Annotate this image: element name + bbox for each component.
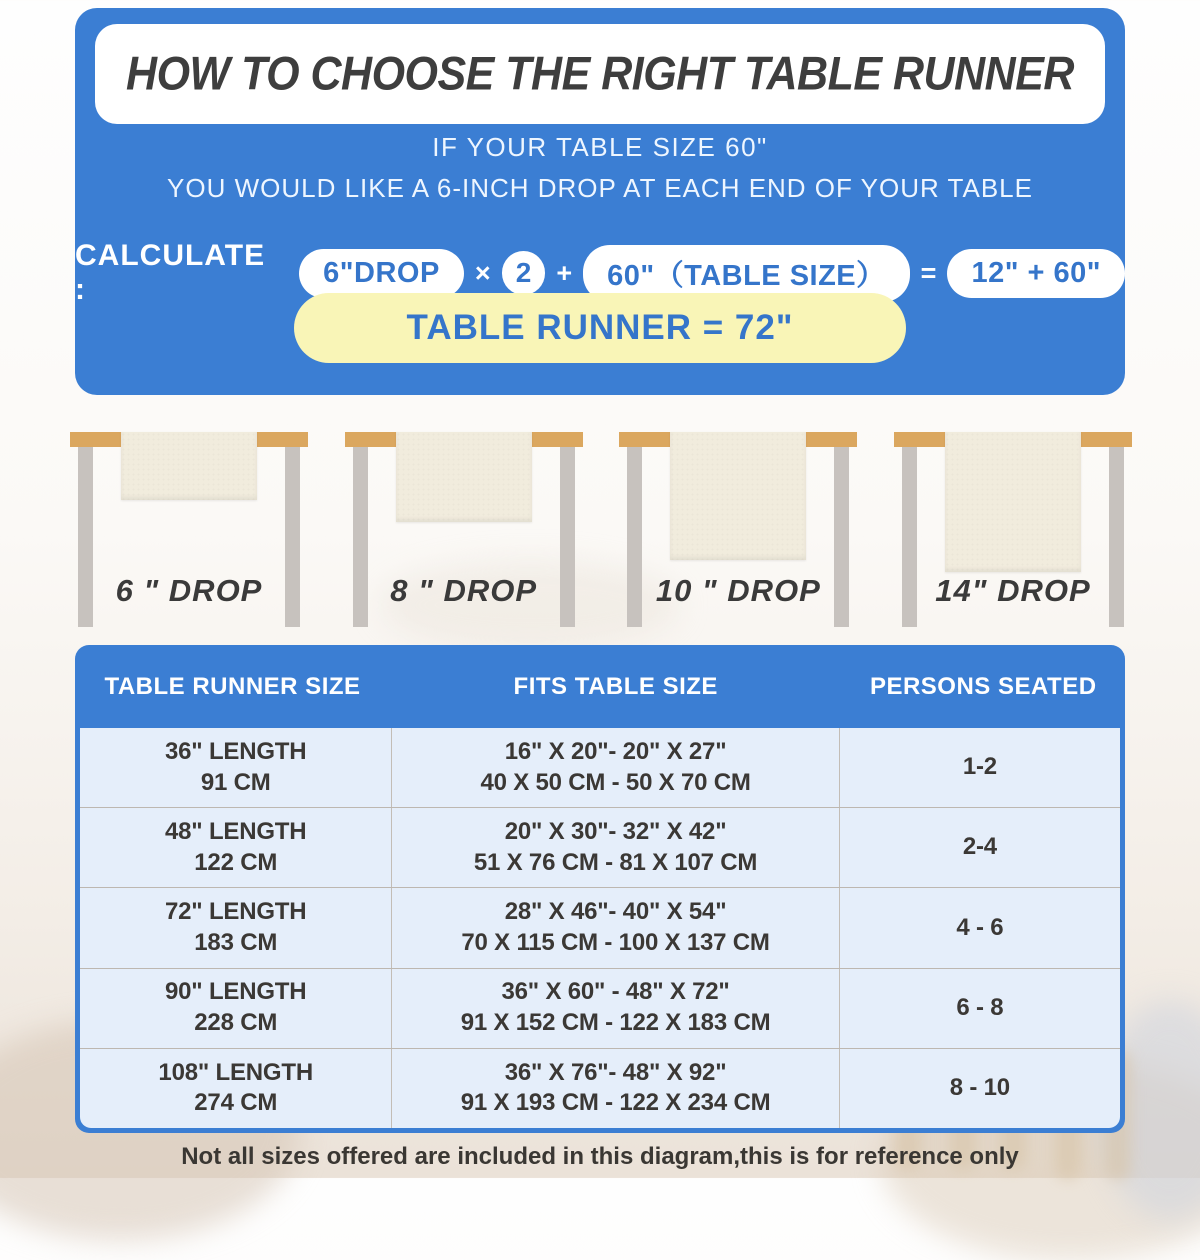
table-body	[80, 728, 1120, 1128]
drop-label: 10 " DROP	[655, 573, 821, 608]
drop-value-pill: 6"DROP	[299, 249, 464, 298]
footnote: Not all sizes offered are included in this diagram,this is for reference only	[181, 1143, 1019, 1170]
equals-sign: =	[920, 257, 937, 288]
table-row	[80, 968, 1120, 1048]
table-size-pill: 60"（TABLE SIZE）	[583, 245, 910, 302]
table-row	[80, 1048, 1120, 1128]
table-runner-cloth	[396, 432, 532, 522]
runner-size-cell	[80, 969, 391, 1048]
fits-size-cm: 91 X 152 CM - 122 X 183 CM	[460, 1009, 771, 1037]
subtitle-block	[75, 132, 1125, 204]
fits-size-inches: 20" X 30"- 32" X 42"	[504, 818, 727, 846]
runner-size-cell	[80, 1049, 391, 1128]
table-figure-14in-drop	[894, 425, 1132, 630]
persons-count: 8 - 10	[949, 1074, 1010, 1102]
fits-table-size-cell	[391, 969, 839, 1048]
fits-size-cm: 51 X 76 CM - 81 X 107 CM	[473, 848, 758, 876]
table-header-row	[75, 645, 1125, 728]
size-reference-table	[75, 645, 1125, 1133]
drop-illustrations	[70, 425, 1132, 630]
persons-count: 4 - 6	[956, 913, 1004, 941]
fits-size-cm: 70 X 115 CM - 100 X 137 CM	[461, 929, 770, 956]
fits-table-size-cell	[391, 808, 839, 887]
fits-table-size-cell	[391, 888, 839, 967]
fits-size-cm: 91 X 193 CM - 122 X 234 CM	[460, 1089, 771, 1117]
runner-length-inches: 36" LENGTH	[165, 737, 307, 765]
persons-seated-cell	[840, 969, 1120, 1048]
runner-length-inches: 72" LENGTH	[165, 898, 307, 926]
subtitle-line2: YOU WOULD LIKE A 6-INCH DROP AT EACH END OF YOUR TABLE	[167, 173, 1033, 203]
column-header-fits-table-size: FITS TABLE SIZE	[513, 672, 718, 700]
fits-table-size-cell	[391, 1049, 839, 1128]
fits-size-inches: 36" X 76"- 48" X 92"	[504, 1058, 727, 1086]
table-row	[80, 728, 1120, 807]
table-figure-10in-drop	[619, 425, 857, 630]
runner-length-cm: 228 CM	[194, 1009, 278, 1037]
table-figure-6in-drop	[70, 425, 308, 630]
persons-seated-cell	[840, 1049, 1120, 1128]
column-header-persons-seated: PERSONS SEATED	[869, 672, 1097, 700]
table-runner-cloth	[121, 432, 257, 500]
table-runner-cloth	[670, 432, 806, 560]
runner-length-cm: 91 CM	[200, 768, 271, 796]
fits-size-inches: 16" X 20"- 20" X 27"	[504, 737, 727, 765]
persons-count: 1-2	[962, 753, 997, 781]
drop-label: 6 " DROP	[115, 573, 263, 608]
times-sign: ×	[474, 257, 491, 288]
multiplier-badge: 2	[502, 251, 546, 295]
sum-pill: 12" + 60"	[947, 249, 1125, 298]
persons-seated-cell	[840, 808, 1120, 887]
table-row	[80, 887, 1120, 967]
fits-size-cm: 40 X 50 CM - 50 X 70 CM	[480, 768, 751, 796]
fits-table-size-cell	[391, 728, 839, 807]
instruction-panel	[75, 8, 1125, 395]
subtitle-line1: IF YOUR TABLE SIZE 60"	[432, 132, 768, 162]
runner-length-cm: 274 CM	[194, 1089, 278, 1117]
fits-size-inches: 28" X 46"- 40" X 54"	[504, 898, 727, 926]
runner-length-inches: 90" LENGTH	[165, 978, 307, 1006]
drop-label: 14" DROP	[935, 573, 1091, 608]
persons-seated-cell	[840, 728, 1120, 807]
runner-size-cell	[80, 728, 391, 807]
column-header-runner-size: TABLE RUNNER SIZE	[104, 672, 361, 700]
runner-length-cm: 122 CM	[194, 848, 278, 876]
persons-count: 2-4	[962, 833, 997, 861]
persons-seated-cell	[840, 888, 1120, 967]
table-runner-cloth	[945, 432, 1081, 572]
result-pill: TABLE RUNNER = 72"	[294, 293, 906, 363]
persons-count: 6 - 8	[956, 993, 1004, 1021]
runner-length-inches: 48" LENGTH	[165, 818, 307, 846]
runner-length-cm: 183 CM	[194, 929, 278, 956]
table-figure-8in-drop	[345, 425, 583, 630]
runner-size-cell	[80, 808, 391, 887]
table-row	[80, 807, 1120, 887]
runner-size-cell	[80, 888, 391, 967]
calculate-label: CALCULATE :	[75, 239, 266, 306]
runner-length-inches: 108" LENGTH	[158, 1058, 313, 1086]
fits-size-inches: 36" X 60" - 48" X 72"	[501, 978, 730, 1006]
plus-sign: +	[556, 257, 573, 288]
page-title: HOW TO CHOOSE THE RIGHT TABLE RUNNER	[126, 47, 1074, 100]
drop-label: 8 " DROP	[390, 573, 538, 608]
title-box	[95, 24, 1105, 124]
